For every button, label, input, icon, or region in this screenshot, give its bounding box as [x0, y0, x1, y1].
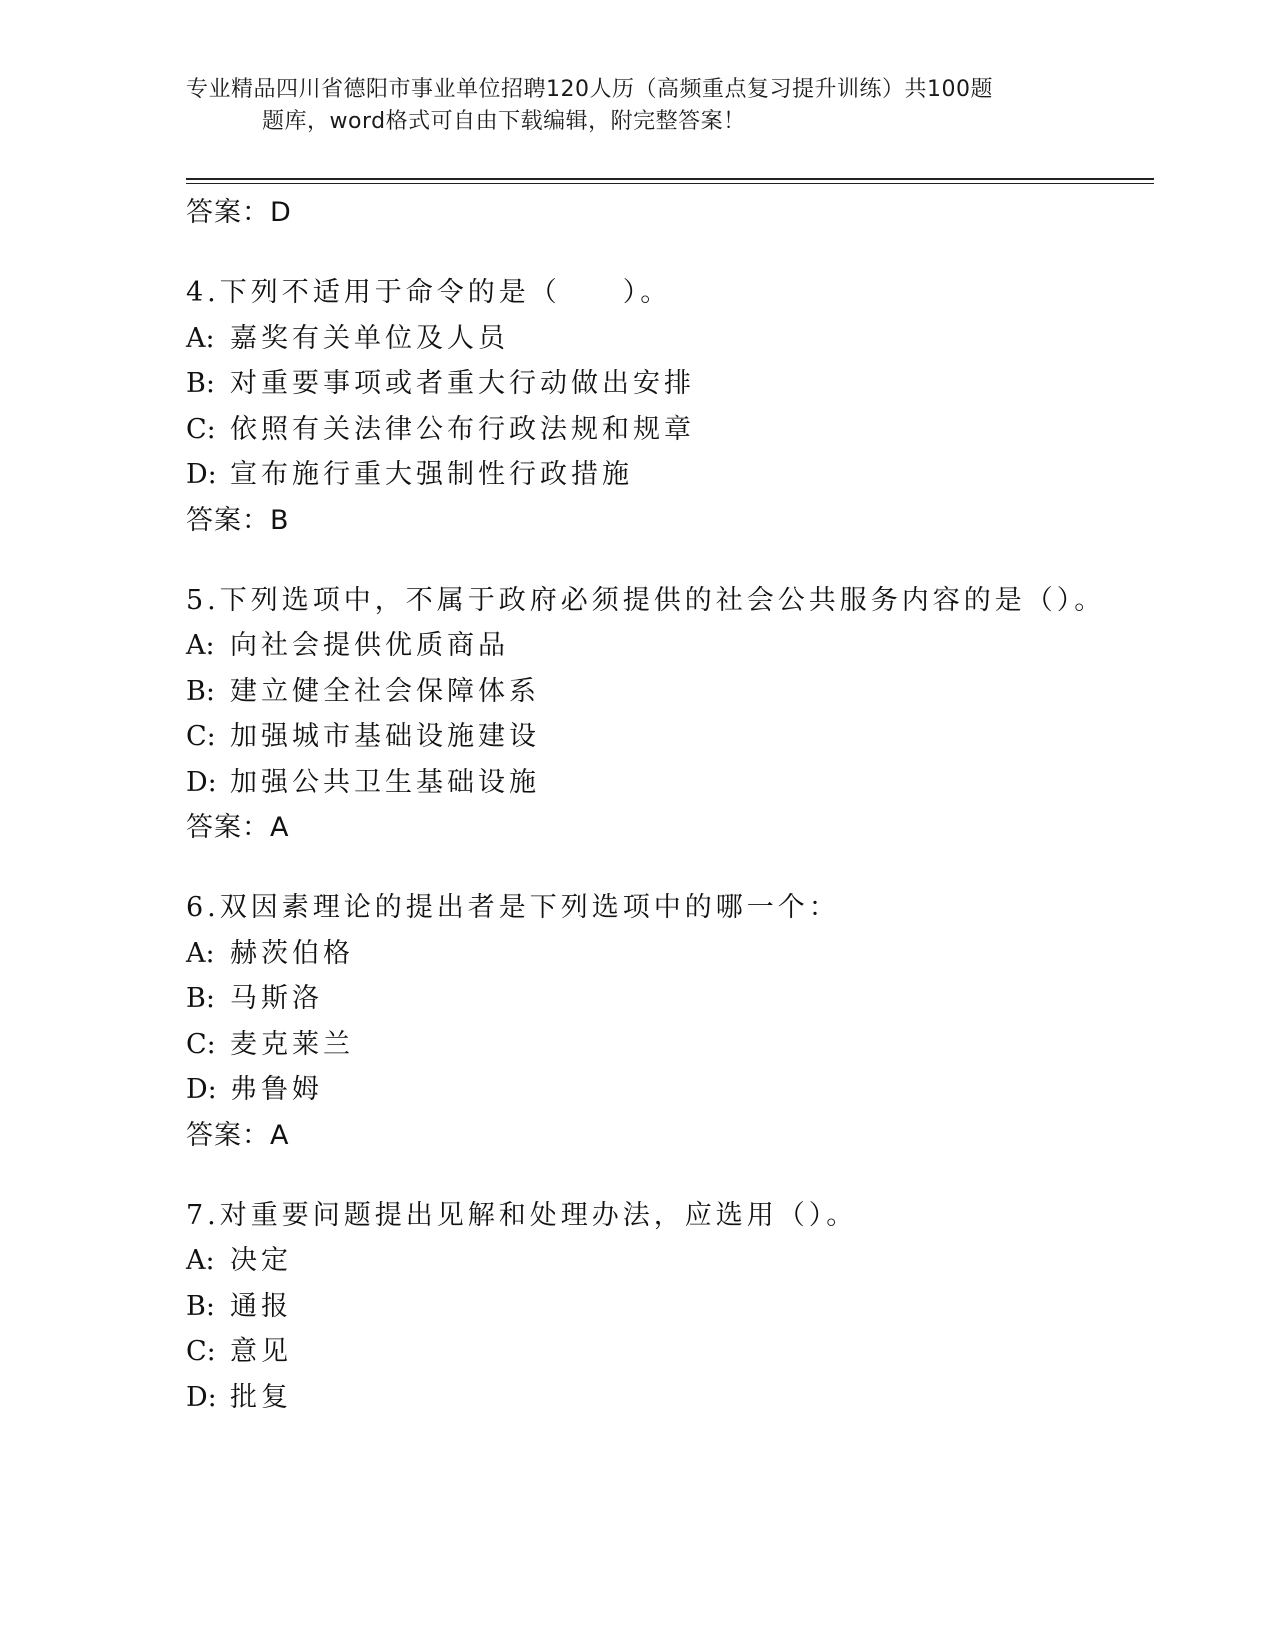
question-block — [186, 578, 1166, 852]
option-row — [186, 361, 1166, 407]
option-row — [186, 1375, 1166, 1421]
option-key: B: — [186, 675, 215, 707]
option-text: 马斯洛 — [230, 983, 323, 1014]
option-row — [186, 1022, 1166, 1068]
option-key: A: — [186, 1245, 215, 1276]
option-row — [186, 931, 1166, 977]
option-key: B: — [186, 368, 215, 399]
option-row — [186, 407, 1166, 453]
option-text: 加强公共卫生基础设施 — [230, 766, 540, 798]
option-key: A: — [186, 630, 215, 661]
question-title: 7.对重要问题提出见解和处理办法，应选用（）。 — [186, 1199, 858, 1231]
header-title-line2: 题库，word格式可自由下载编辑，附完整答案！ — [262, 109, 746, 134]
option-key: A: — [186, 937, 215, 969]
option-text: 对重要事项或者重大行动做出安排 — [230, 368, 695, 399]
option-key: D: — [186, 459, 217, 490]
option-row — [186, 760, 1166, 806]
option-row — [186, 1238, 1166, 1284]
option-text: 麦克莱兰 — [230, 1028, 354, 1060]
option-row — [186, 452, 1166, 498]
option-key: A: — [186, 322, 215, 354]
answer-line: 答案：B — [186, 504, 290, 536]
option-text: 建立健全社会保障体系 — [230, 675, 540, 707]
question-title: 6.双因素理论的提出者是下列选项中的哪一个： — [186, 892, 840, 923]
option-text: 加强城市基础设施建设 — [230, 721, 540, 752]
option-row — [186, 976, 1166, 1022]
option-key: C: — [186, 721, 216, 752]
option-key: C: — [186, 413, 216, 445]
option-row — [186, 623, 1166, 669]
option-key: C: — [186, 1336, 216, 1367]
option-text: 弗鲁姆 — [230, 1074, 323, 1105]
option-text: 批复 — [230, 1381, 292, 1413]
question-list — [186, 270, 1166, 1420]
option-row — [186, 1284, 1166, 1330]
option-text: 依照有关法律公布行政法规和规章 — [230, 413, 695, 445]
option-row — [186, 316, 1166, 362]
option-row — [186, 669, 1166, 715]
option-row — [186, 1329, 1166, 1375]
header-title-line1: 专业精品四川省德阳市事业单位招聘120人历（高频重点复习提升训练）共100题 — [186, 77, 993, 102]
option-key: D: — [186, 1074, 217, 1105]
answer-line: 答案：D — [186, 197, 292, 228]
option-key: B: — [186, 983, 215, 1014]
option-text: 意见 — [230, 1336, 292, 1367]
question-title: 5.下列选项中，不属于政府必须提供的社会公共服务内容的是（）。 — [186, 584, 1106, 616]
option-row — [186, 1067, 1166, 1113]
option-text: 向社会提供优质商品 — [230, 630, 509, 661]
question-block — [186, 1193, 1166, 1421]
option-text: 嘉奖有关单位及人员 — [230, 322, 509, 354]
option-key: C: — [186, 1028, 216, 1060]
question-block — [186, 270, 1166, 544]
answer-line: 答案：A — [186, 1119, 290, 1151]
header-rule-thin — [186, 183, 1154, 184]
header-rule-thick — [186, 178, 1154, 180]
option-row — [186, 714, 1166, 760]
question-title: 4.下列不适用于命令的是（ ）。 — [186, 277, 672, 308]
document-body — [186, 190, 1166, 1420]
option-key: B: — [186, 1290, 215, 1322]
option-key: D: — [186, 766, 217, 798]
document-header — [186, 74, 1086, 138]
option-text: 通报 — [230, 1290, 292, 1322]
option-text: 赫茨伯格 — [230, 937, 354, 969]
question-block — [186, 885, 1166, 1159]
answer-line: 答案：A — [186, 812, 290, 843]
option-text: 宣布施行重大强制性行政措施 — [230, 459, 633, 490]
option-key: D: — [186, 1381, 217, 1413]
option-text: 决定 — [230, 1245, 292, 1276]
